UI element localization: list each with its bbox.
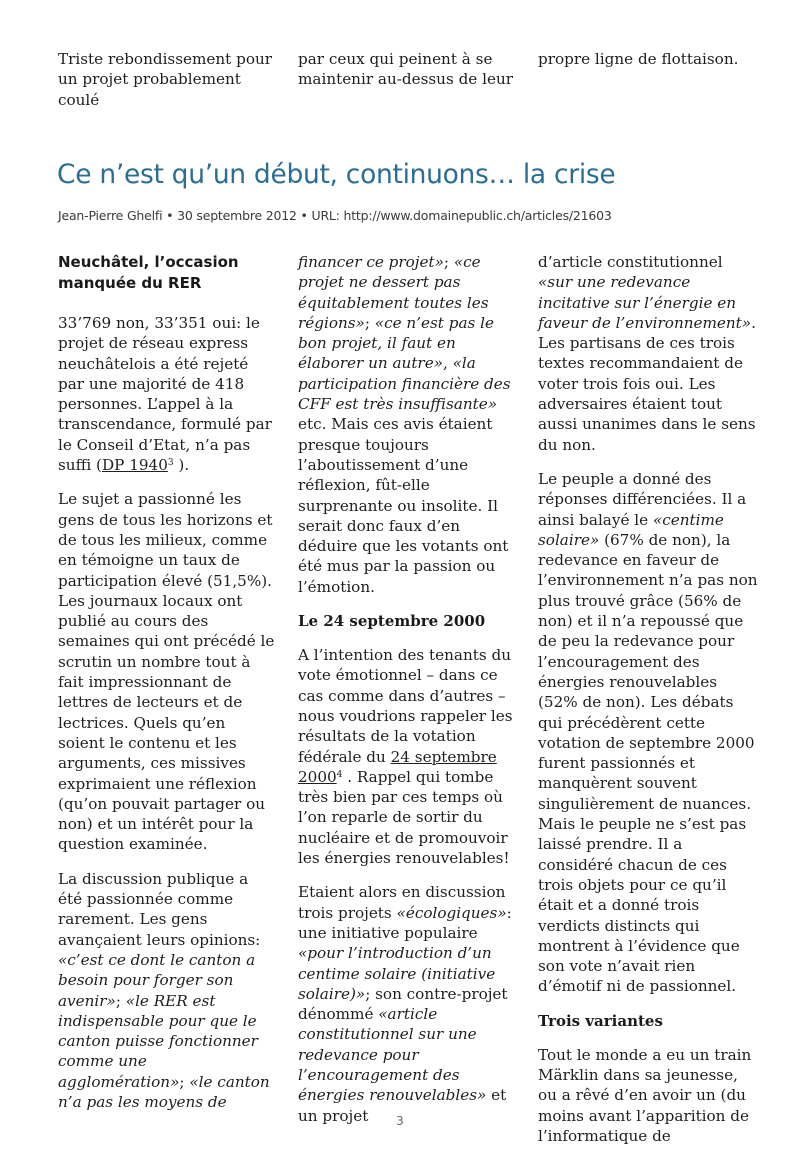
paragraph: Le sujet a passionné les gens de tous les horizons et de tous les milieux, comme en témoigne un taux de participation élevé (51,5%). Les journaux locaux ont publié au cours des semaines qui ont précédé le scrutin un nombre tout à fait impressionnant de lettres de lecteurs et de lectrices. Quels qu’en soient le contenu et les arguments, ces missives exprimaient une réflexion (qu’on pouvait partager ou non) et un intérêt pour la question examinée.	[58, 490, 275, 854]
paragraph: Tout le monde a eu un train Märklin dans sa jeunesse, ou a rêvé d’en avoir un (du moins avant l’apparition de l’informatique de	[538, 1045, 752, 1145]
article-column-3	[538, 252, 760, 1160]
article-byline: Jean-Pierre Ghelfi • 30 septembre 2012 • URL: http://www.domainepublic.ch/articles/21603	[58, 208, 612, 223]
prev-article-col2: par ceux qui peinent à se maintenir au-dessus de leur	[298, 50, 514, 89]
paragraph: Etaient alors en discussion trois projets «écologiques»: une initiative populaire «pour l’introduction d’un centime solaire (initiative solaire)»; son contre-projet dénommé «article constitutionnel sur une redevance pour l’encouragement des énergies renouvelables» et un projet	[298, 883, 512, 1125]
footnote-marker: 3	[167, 458, 174, 469]
section-heading-24-septembre: Le 24 septembre 2000	[298, 612, 486, 631]
article-title: Ce n’est qu’un début, continuons… la crise	[57, 159, 616, 190]
footnote-marker: 4	[336, 769, 343, 780]
page-number: 3	[396, 1114, 404, 1128]
prev-article-col3: propre ligne de flottaison.	[538, 50, 739, 68]
paragraph: La discussion publique a été passionnée comme rarement. Les gens avançaient leurs opinions: «c’est ce dont le canton a besoin pour forger son avenir»; «le RER est indispensable pour que le canton puisse fonctionner comme une agglomération»; «le canton n’a pas les moyens de	[58, 869, 270, 1111]
paragraph: financer ce projet»; «ce projet ne dessert pas équitablement toutes les régions»; «ce n’est pas le bon projet, il faut en élaborer un autre», «la participation financière des CFF est très insuffisante» etc. Mais ces avis étaient presque toujours l’aboutissement d’une réflexion, fût-elle surprenante ou insolite. Il serait donc faux d’en déduire que les votants ont été mus par la passion ou l’émotion.	[298, 253, 511, 596]
footnote-link-24-septembre-2000[interactable]: 24 septembre 2000	[298, 747, 497, 786]
paragraph: A l’intention des tenants du vote émotionnel – dans ce cas comme dans d’autres – nous voudrions rappeler les résultats de la votation fédérale du 24 septembre 2000$^4$ . Rappel qui tombe très bien par ces temps où l’on reparle de sortir du nucléaire et de promouvoir les énergies renouvelables!	[298, 646, 513, 868]
paragraph: Le peuple a donné des réponses différenciées. Il a ainsi balayé le «centime solaire» (67% de non), la redevance en faveur de l’environnement n’a pas non plus trouvé grâce (56% de non) et il n’a repoussé que de peu la redevance pour l’encouragement des énergies renouvelables (52% de non). Les débats qui précédèrent cette votation de septembre 2000 furent passionnés et manquèrent souvent singulièrement de nuances. Mais le peuple ne s’est pas laissé prendre. Il a considéré chacun de ces trois objets pour ce qu’il était et a donné trois verdicts distincts qui montrent à l’évidence que son vote n’avait rien d’émotif ni de passionnel.	[538, 469, 758, 996]
footnote-link-dp1940[interactable]: DP 1940	[101, 456, 168, 475]
section-heading-neuchatel: Neuchâtel, l’occasion manquée du RER	[58, 253, 239, 292]
prev-article-col1: Triste rebondissement pour un projet probablement coulé	[58, 50, 273, 109]
article-column-1	[58, 252, 276, 1126]
section-heading-trois-variantes: Trois variantes	[538, 1011, 663, 1030]
article-column-2	[298, 252, 518, 1140]
paragraph: d’article constitutionnel «sur une redevance incitative sur l’énergie en faveur de l’environnement». Les partisans de ces trois textes recommandaient de voter trois fois oui. Les adversaires étaient tout aussi unanimes dans le sens du non.	[538, 253, 756, 454]
paragraph: 33’769 non, 33’351 oui: le projet de réseau express neuchâtelois a été rejeté par une majorité de 418 personnes. L’appel à la transcendance, formulé par le Conseil d’Etat, n’a pas suffi (DP 1940$^3$ ).	[58, 314, 272, 475]
